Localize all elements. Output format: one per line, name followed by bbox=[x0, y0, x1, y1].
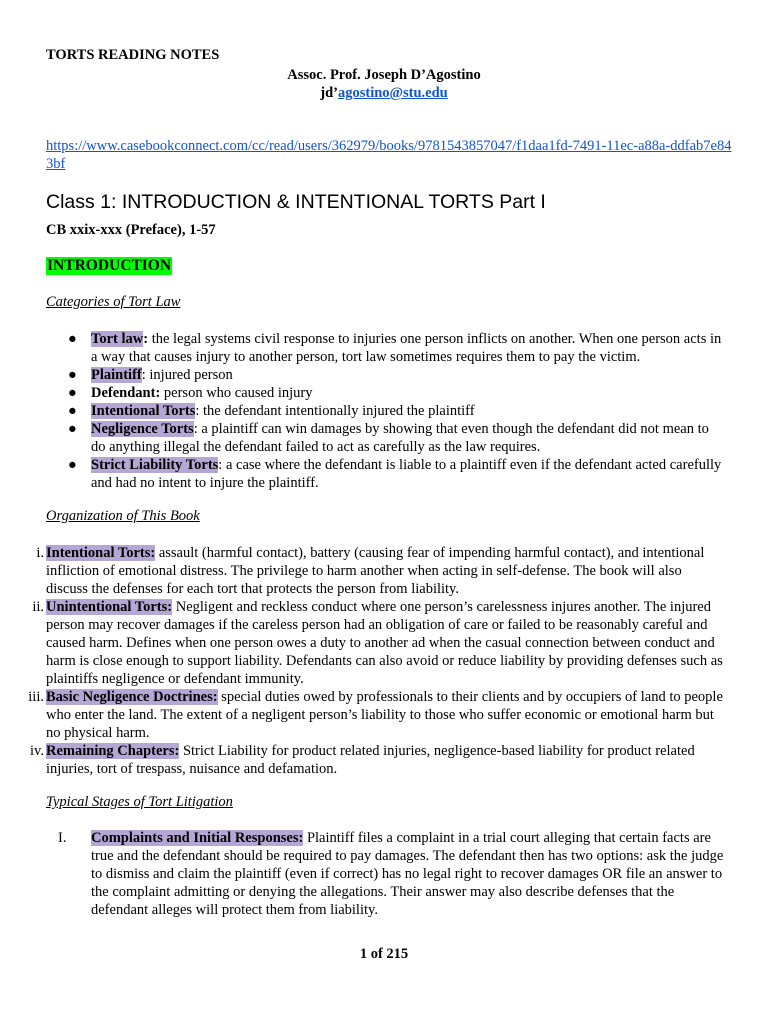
stage-item bbox=[46, 829, 726, 919]
bullet-icon: ● bbox=[68, 385, 77, 401]
reading-assignment: CB xxix-xxx (Preface), 1-57 bbox=[46, 222, 216, 238]
total-pages: 215 bbox=[386, 946, 409, 962]
term-highlight: Strict Liability Torts bbox=[91, 457, 219, 473]
item-number: ii. bbox=[32, 599, 44, 615]
item-text: Plaintiff files a complaint in a trial court alleging that certain facts are true and the defendant should be required to pay damages. The defendant then has two options: ask the judge to dismiss and claim the plaintiff (even if correct) has no legal right to recover damages OR file an answer to the complaint admitting or denying the allegations. Their answer may also describe defenses that the defendant alleges will protect them from liability. bbox=[91, 830, 724, 918]
item-number: iv. bbox=[30, 743, 44, 759]
term-highlight: Basic Negligence Doctrines: bbox=[46, 689, 218, 705]
item-text: injured person bbox=[145, 367, 233, 383]
item-text: the defendant intentionally injured the plaintiff bbox=[199, 403, 475, 419]
list-item bbox=[0, 598, 726, 688]
term-bold: Defendant: bbox=[91, 385, 161, 401]
term-highlight: Intentional Torts: bbox=[46, 545, 156, 561]
list-item bbox=[46, 456, 726, 492]
term-sep: : bbox=[218, 457, 223, 473]
organization-list bbox=[0, 544, 726, 778]
term-sep: : bbox=[193, 421, 198, 437]
bullet-icon: ● bbox=[68, 403, 77, 419]
list-item bbox=[46, 402, 726, 420]
class-title: Class 1: INTRODUCTION & INTENTIONAL TORTS Part I bbox=[46, 191, 546, 213]
item-text: assault (harmful contact), battery (causing fear of impending harmful contact), and intentional infliction of emotional distress. The privilege to harm another when acting in self-defense. The book will also discuss the defenses for each tort that protects the person from liability. bbox=[46, 545, 705, 597]
term-sep: : bbox=[143, 331, 149, 347]
term-highlight: Plaintiff bbox=[91, 367, 142, 383]
term-sep: : bbox=[141, 367, 146, 383]
categories-list bbox=[46, 330, 726, 492]
term-highlight: Unintentional Torts: bbox=[46, 599, 173, 615]
current-page: 1 bbox=[359, 946, 368, 962]
doc-title: TORTS READING NOTES bbox=[46, 47, 220, 63]
term-highlight: Negligence Torts bbox=[91, 421, 194, 437]
author-block bbox=[0, 66, 768, 102]
list-item bbox=[46, 366, 726, 384]
email-prefix: jd’ bbox=[320, 85, 338, 101]
term-highlight: Intentional Torts bbox=[91, 403, 196, 419]
item-text: Strict Liability for product related injuries, negligence-based liability for product related injuries, tort of trespass, nuisance and defamation. bbox=[46, 743, 695, 777]
item-number: I. bbox=[58, 830, 67, 846]
item-text: the legal systems civil response to injuries one person inflicts on another. When one person acts in a way that causes injury to another person, tort law sometimes requires them to pay the victim. bbox=[91, 331, 722, 365]
list-item bbox=[46, 384, 726, 402]
bullet-icon: ● bbox=[68, 421, 77, 437]
item-number: i. bbox=[36, 545, 44, 561]
item-text: Negligent and reckless conduct where one person’s carelessness injures another. The injured person may recover damages if the careless person had an obligation of care or failed to be reasonably careful and caused harm. Defines when one person owes a duty to another ad when the casual connection between conduct and harm is close enough to support liability. Defendants can also avoid or reduce liability by providing defenses such as plaintiffs negligence or defendant immunity. bbox=[46, 599, 723, 687]
list-item bbox=[46, 330, 726, 366]
stage-text bbox=[91, 829, 726, 919]
introduction-heading: INTRODUCTION bbox=[47, 257, 172, 274]
item-text: person who caused injury bbox=[160, 385, 313, 401]
item-text: a plaintiff can win damages by showing that even though the defendant did not mean to do anything illegal the defendant failed to act as carefully as the law requires. bbox=[91, 421, 709, 455]
item-text: a case where the defendant is liable to a plaintiff even if the defendant acted carefully and had no intent to injure the plaintiff. bbox=[91, 457, 722, 491]
bullet-icon: ● bbox=[68, 331, 77, 347]
list-item bbox=[0, 688, 726, 742]
item-number: iii. bbox=[28, 689, 44, 705]
term-highlight: Remaining Chapters: bbox=[46, 743, 180, 759]
casebook-link[interactable]: https://www.casebookconnect.com/cc/read/users/362979/books/9781543857047/f1daa1fd-7491-11ec-a88a-ddfab7e843bf bbox=[46, 138, 732, 172]
term-highlight: Tort law bbox=[91, 331, 144, 347]
item-text: special duties owed by professionals to their clients and by occupiers of land to people who enter the land. The extent of a negligent person’s liability to those who suffer economic or emotional harm but no physical harm. bbox=[46, 689, 723, 741]
bullet-icon: ● bbox=[68, 457, 77, 473]
author-email bbox=[0, 84, 768, 102]
author-name: Assoc. Prof. Joseph D’Agostino bbox=[287, 67, 481, 83]
categories-heading: Categories of Tort Law bbox=[46, 294, 181, 310]
term-sep: : bbox=[195, 403, 200, 419]
bullet-icon: ● bbox=[68, 367, 77, 383]
page-sep: of bbox=[367, 946, 387, 962]
term-highlight: Complaints and Initial Responses: bbox=[91, 830, 304, 846]
organization-heading: Organization of This Book bbox=[46, 508, 200, 524]
list-item bbox=[46, 420, 726, 456]
list-item bbox=[0, 544, 726, 598]
list-item bbox=[0, 742, 726, 778]
email-link[interactable]: agostino@stu.edu bbox=[337, 85, 448, 101]
page-number bbox=[0, 946, 768, 963]
stages-heading: Typical Stages of Tort Litigation bbox=[46, 794, 233, 810]
